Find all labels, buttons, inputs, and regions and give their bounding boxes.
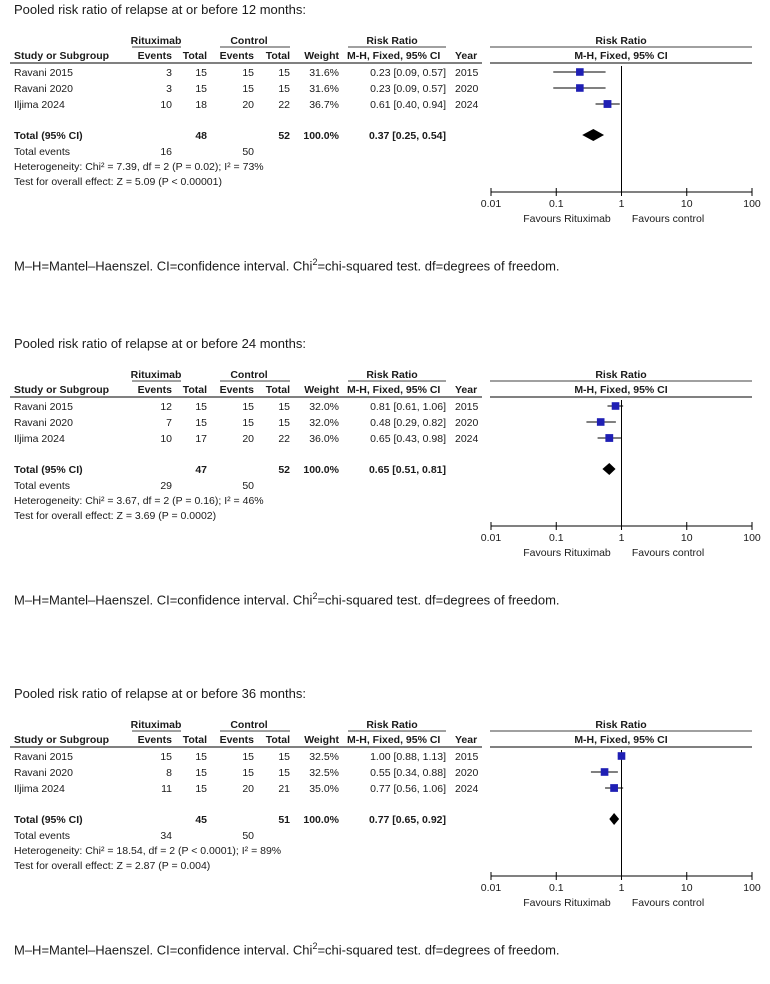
pooled-diamond [602,463,615,475]
study-name: Ravani 2015 [14,401,73,413]
x-tick-label: 1 [618,198,625,210]
x-axis-ticks [481,872,761,894]
year-header: Year [455,384,478,396]
pooled-diamond [609,813,619,825]
total-events-label: Total events [14,480,71,492]
forest-plot-svg [0,714,770,929]
x-axis-ticks [481,188,761,210]
x-tick-label: 0.1 [548,198,564,210]
weight: 32.0% [309,401,339,413]
total-row [14,814,446,826]
c-total: 52 [278,130,290,142]
x-tick-label: 1 [618,532,625,544]
c-events: 15 [242,417,254,429]
control-header: Control [230,35,268,47]
risk-ratio-header: Risk Ratio [366,719,418,731]
method-header: M-H, Fixed, 95% CI [347,384,441,396]
control-header: Control [230,369,268,381]
c-events: 20 [242,433,254,445]
r-events: 29 [160,480,172,492]
x-tick-label: 0.01 [480,882,502,894]
year: 2024 [455,433,479,445]
r-events: 3 [166,83,172,95]
study-row [14,83,479,95]
rr-ci: 0.61 [0.40, 0.94] [370,99,446,111]
r-events: 16 [160,146,172,158]
rr-ci: 1.00 [0.88, 1.13] [370,751,446,763]
r-total: 48 [195,130,207,142]
c-total: 21 [278,783,290,795]
weight-header: Weight [304,384,339,396]
year: 2015 [455,67,479,79]
r-events: 8 [166,767,172,779]
x-tick-label: 100 [743,198,761,210]
total-events-row [14,830,254,842]
footnote [14,941,560,957]
study-row [14,99,479,111]
footnote [14,591,560,607]
favours-rituximab: Favours Rituximab [523,213,611,225]
control-header: Control [230,719,268,731]
point-estimate-marker [601,768,609,776]
r-total: 15 [195,751,207,763]
point-estimate-marker [605,434,613,442]
c-total: 22 [278,99,290,111]
c-events: 15 [242,751,254,763]
plot-title: Risk Ratio [595,35,647,47]
weight: 32.5% [309,751,339,763]
plot-method-header: M-H, Fixed, 95% CI [574,384,668,396]
heterogeneity: Heterogeneity: Chi² = 18.54, df = 2 (P < 0.0001); I² = 89% [14,845,282,857]
footnote-sup: 2 [312,941,318,951]
r-events: 3 [166,67,172,79]
r-total: 15 [195,783,207,795]
weight: 100.0% [303,814,339,826]
study-header: Study or Subgroup [14,734,110,746]
overall-effect: Test for overall effect: Z = 3.69 (P = 0.0002) [14,510,217,522]
footnote-text-end: =chi-squared test. df=degrees of freedom. [317,592,560,608]
total-label: Total (95% CI) [14,130,83,142]
study-name: Iljima 2024 [14,99,65,111]
study-marks [586,402,623,442]
x-tick-label: 1 [618,882,625,894]
favours-rituximab: Favours Rituximab [523,547,611,559]
rr-ci: 0.23 [0.09, 0.57] [370,83,446,95]
study-row [14,751,479,763]
c-total: 15 [278,767,290,779]
r-total: 17 [195,433,207,445]
weight: 100.0% [303,130,339,142]
plot-caption: Pooled risk ratio of relapse at or before 36 months: [14,686,306,701]
r-total: 15 [195,401,207,413]
c-total: 15 [278,751,290,763]
plot-method-header: M-H, Fixed, 95% CI [574,50,668,62]
c-total: 22 [278,433,290,445]
rituximab-header: Rituximab [130,35,182,47]
study-marks [591,752,625,792]
weight-header: Weight [304,734,339,746]
year: 2015 [455,751,479,763]
study-name: Ravani 2015 [14,67,73,79]
c-events: 50 [242,830,254,842]
point-estimate-marker [576,84,584,92]
overall-effect: Test for overall effect: Z = 2.87 (P = 0.004) [14,860,211,872]
x-tick-label: 10 [680,882,693,894]
rr-ci: 0.81 [0.61, 1.06] [370,401,446,413]
year: 2020 [455,83,479,95]
r-total-header: Total [182,734,207,746]
total-events-label: Total events [14,830,71,842]
method-header: M-H, Fixed, 95% CI [347,50,441,62]
c-events-header: Events [219,50,254,62]
footnote-sup: 2 [312,591,318,601]
x-tick-label: 10 [680,532,693,544]
r-events: 34 [160,830,172,842]
overall-effect: Test for overall effect: Z = 5.09 (P < 0.00001) [14,176,222,188]
r-total-header: Total [182,50,207,62]
study-name: Iljima 2024 [14,433,65,445]
c-events: 15 [242,401,254,413]
point-estimate-marker [576,68,584,76]
method-header: M-H, Fixed, 95% CI [347,734,441,746]
weight: 32.5% [309,767,339,779]
rr-ci: 0.55 [0.34, 0.88] [370,767,446,779]
r-total: 15 [195,767,207,779]
x-tick-label: 10 [680,198,693,210]
study-row [14,67,479,79]
r-total: 15 [195,417,207,429]
rr-ci: 0.48 [0.29, 0.82] [370,417,446,429]
rituximab-header: Rituximab [130,369,182,381]
rituximab-header: Rituximab [130,719,182,731]
point-estimate-marker [610,784,618,792]
c-total-header: Total [265,384,290,396]
footnote [14,257,560,273]
r-total: 15 [195,67,207,79]
rr-ci: 0.77 [0.56, 1.06] [370,783,446,795]
study-name: Ravani 2015 [14,751,73,763]
year: 2024 [455,99,479,111]
year: 2020 [455,767,479,779]
c-total: 15 [278,67,290,79]
r-events: 7 [166,417,172,429]
favours-control: Favours control [631,547,705,559]
pooled-diamond [582,129,604,141]
x-tick-label: 0.01 [480,198,502,210]
weight: 31.6% [309,83,339,95]
c-events: 15 [242,67,254,79]
r-events: 10 [160,99,172,111]
plot-caption: Pooled risk ratio of relapse at or before 12 months: [14,2,306,17]
c-events-header: Events [219,734,254,746]
total-row [14,130,446,142]
r-total: 18 [195,99,207,111]
study-name: Ravani 2020 [14,767,73,779]
favours-rituximab: Favours Rituximab [523,897,611,909]
total-events-row [14,480,254,492]
footnote-text-end: =chi-squared test. df=degrees of freedom. [317,258,560,274]
footnote-text: M–H=Mantel–Haenszel. CI=confidence interval. Chi [14,258,313,274]
footnote-text: M–H=Mantel–Haenszel. CI=confidence interval. Chi [14,942,313,958]
c-total: 15 [278,417,290,429]
plot-caption: Pooled risk ratio of relapse at or before 24 months: [14,336,306,351]
point-estimate-marker [618,752,626,760]
total-events-row [14,146,254,158]
plot-title: Risk Ratio [595,719,647,731]
study-header: Study or Subgroup [14,50,110,62]
study-row [14,783,479,795]
c-events-header: Events [219,384,254,396]
c-total-header: Total [265,50,290,62]
forest-plot-svg [0,30,770,245]
year: 2020 [455,417,479,429]
r-total: 45 [195,814,207,826]
c-events: 20 [242,783,254,795]
weight: 36.0% [309,433,339,445]
total-label: Total (95% CI) [14,814,83,826]
c-total-header: Total [265,734,290,746]
footnote-text: M–H=Mantel–Haenszel. CI=confidence interval. Chi [14,592,313,608]
weight-header: Weight [304,50,339,62]
weight: 35.0% [309,783,339,795]
forest-plot-area [481,400,761,544]
year-header: Year [455,50,478,62]
study-marks [553,68,619,108]
forest-plot-36-months [0,684,770,984]
weight: 36.7% [309,99,339,111]
study-name: Ravani 2020 [14,417,73,429]
r-events-header: Events [137,734,172,746]
c-total: 52 [278,464,290,476]
study-name: Iljima 2024 [14,783,65,795]
plot-title: Risk Ratio [595,369,647,381]
study-row [14,433,479,445]
x-tick-label: 0.1 [548,882,564,894]
favours-control: Favours control [631,213,705,225]
c-events: 20 [242,99,254,111]
r-events: 10 [160,433,172,445]
footnote-sup: 2 [312,257,318,267]
x-tick-label: 0.1 [548,532,564,544]
rr-ci: 0.37 [0.25, 0.54] [368,130,446,142]
c-events: 15 [242,767,254,779]
r-total-header: Total [182,384,207,396]
point-estimate-marker [604,100,612,108]
year: 2024 [455,783,479,795]
study-row [14,417,479,429]
c-events: 50 [242,480,254,492]
forest-plot-12-months [0,0,770,300]
forest-plot-area [481,66,761,210]
total-events-label: Total events [14,146,71,158]
c-total: 15 [278,401,290,413]
r-events: 11 [161,783,172,795]
risk-ratio-header: Risk Ratio [366,35,418,47]
year-header: Year [455,734,478,746]
study-name: Ravani 2020 [14,83,73,95]
study-header: Study or Subgroup [14,384,110,396]
plot-method-header: M-H, Fixed, 95% CI [574,734,668,746]
r-events-header: Events [137,384,172,396]
study-row [14,767,479,779]
heterogeneity: Heterogeneity: Chi² = 3.67, df = 2 (P = 0.16); I² = 46% [14,495,264,507]
x-axis-ticks [481,522,761,544]
rr-ci: 0.77 [0.65, 0.92] [368,814,446,826]
weight: 100.0% [303,464,339,476]
r-total: 47 [195,464,207,476]
study-row [14,401,479,413]
r-events: 15 [160,751,172,763]
x-tick-label: 100 [743,532,761,544]
forest-plot-svg [0,364,770,579]
year: 2015 [455,401,479,413]
heterogeneity: Heterogeneity: Chi² = 7.39, df = 2 (P = 0.02); I² = 73% [14,161,264,173]
c-events: 50 [242,146,254,158]
forest-plot-area [481,750,761,894]
weight: 32.0% [309,417,339,429]
rr-ci: 0.65 [0.43, 0.98] [370,433,446,445]
total-label: Total (95% CI) [14,464,83,476]
c-events: 15 [242,83,254,95]
x-tick-label: 0.01 [480,532,502,544]
weight: 31.6% [309,67,339,79]
point-estimate-marker [612,402,620,410]
rr-ci: 0.23 [0.09, 0.57] [370,67,446,79]
favours-control: Favours control [631,897,705,909]
c-total: 15 [278,83,290,95]
r-events: 12 [160,401,172,413]
forest-plot-24-months [0,334,770,634]
x-tick-label: 100 [743,882,761,894]
r-events-header: Events [137,50,172,62]
r-total: 15 [195,83,207,95]
c-total: 51 [278,814,290,826]
rr-ci: 0.65 [0.51, 0.81] [368,464,446,476]
risk-ratio-header: Risk Ratio [366,369,418,381]
point-estimate-marker [597,418,605,426]
footnote-text-end: =chi-squared test. df=degrees of freedom. [317,942,560,958]
total-row [14,464,446,476]
